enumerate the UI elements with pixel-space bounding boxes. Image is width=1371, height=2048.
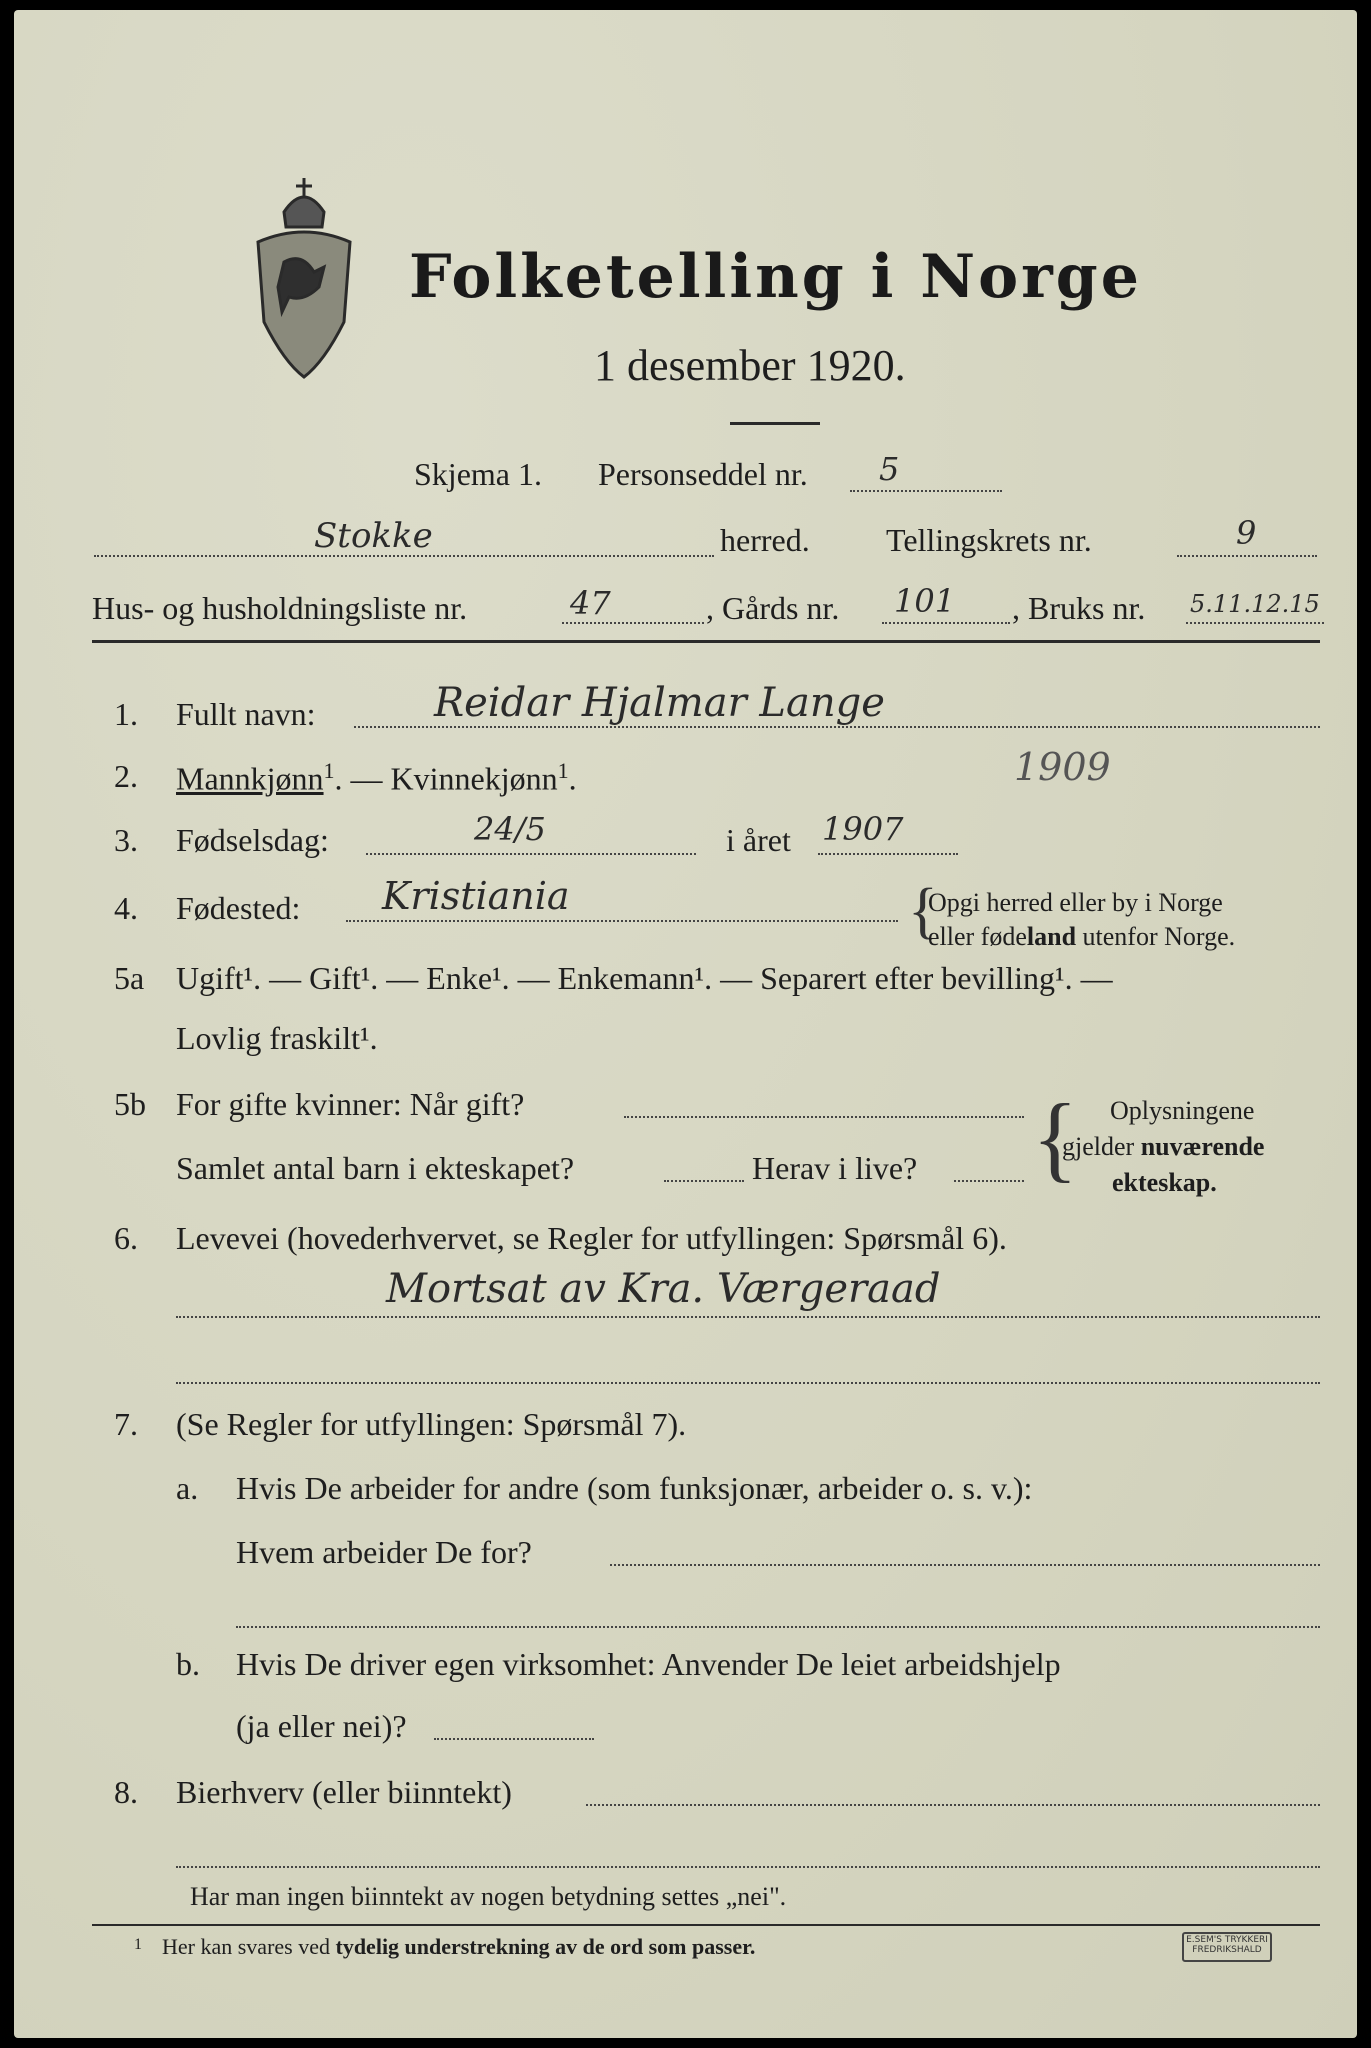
q1-label: Fullt navn: xyxy=(176,696,316,732)
q3-number: 3. xyxy=(114,822,138,858)
footer-divider xyxy=(92,1924,1320,1926)
hired-help-field[interactable] xyxy=(434,1738,594,1740)
footnote-text: Her kan svares ved tydelig understrekning av de ord som passer. xyxy=(162,1934,756,1959)
employer-field[interactable] xyxy=(610,1564,1320,1566)
hus-label: Hus- og husholdningsliste nr. xyxy=(92,590,468,626)
q4-label: Fødested: xyxy=(176,890,301,926)
herred-value[interactable]: Stokke xyxy=(314,516,433,556)
q7a-number: a. xyxy=(176,1470,199,1506)
birth-year-value[interactable]: 1907 xyxy=(822,810,904,848)
q4-brace: { xyxy=(908,877,938,945)
marital-options[interactable]: Ugift¹. — Gift¹. — Enke¹. — Enkemann¹. — Separert efter bevilling¹. — xyxy=(176,960,1113,996)
q5b-alive-label: Herav i live? xyxy=(752,1150,918,1186)
side-income-field[interactable] xyxy=(586,1804,1320,1806)
q4-number: 4. xyxy=(114,890,138,926)
birthplace-value[interactable]: Kristiania xyxy=(382,874,570,918)
bruks-value[interactable]: 5.11.12.15 xyxy=(1190,590,1320,618)
gender-options: Mannkjønn$^1$. — Kvinnekjønn$^1$. xyxy=(176,758,577,797)
personseddel-label: Personseddel nr. xyxy=(598,456,808,492)
form-title: Folketelling i Norge xyxy=(409,242,1142,312)
q5a-number: 5a xyxy=(114,960,145,996)
gender-option-kvinne[interactable]: Kvinnekjønn xyxy=(390,760,558,797)
printer-stamp: E.SEM'S TRYKKERI FREDRIKSHALD xyxy=(1182,1932,1272,1962)
header-divider xyxy=(92,640,1320,643)
footer-note: Har man ingen biinntekt av nogen betydning settes „nei". xyxy=(190,1882,787,1911)
marital-options-line2[interactable]: Lovlig fraskilt¹. xyxy=(176,1020,378,1056)
q8-number: 8. xyxy=(114,1774,138,1810)
q4-note-line2: eller fødeland utenfor Norge. xyxy=(928,922,1236,951)
q7-number: 7. xyxy=(114,1406,138,1442)
herred-label: herred. xyxy=(720,522,810,558)
q5b-brace: { xyxy=(1032,1084,1079,1191)
q2-number: 2. xyxy=(114,758,138,794)
q7a-line2: Hvem arbeider De for? xyxy=(236,1534,532,1570)
q8-label: Bierhverv (eller biinntekt) xyxy=(176,1774,512,1810)
tellingskrets-label: Tellingskrets nr. xyxy=(886,522,1092,558)
q7b-number: b. xyxy=(176,1646,200,1682)
title-divider xyxy=(730,422,820,425)
q4-note-line1: Opgi herred eller by i Norge xyxy=(928,888,1223,917)
q7a-line1: Hvis De arbeider for andre (som funksjonær, arbeider o. s. v.): xyxy=(236,1470,1033,1506)
census-form-sheet xyxy=(14,10,1357,2038)
q6-label: Levevei (hovederhvervet, se Regler for utfyllingen: Spørsmål 6). xyxy=(176,1220,1007,1256)
skjema-label: Skjema 1. xyxy=(414,456,542,492)
q7b-line2: (ja eller nei)? xyxy=(236,1708,407,1744)
q3-label: Fødselsdag: xyxy=(176,822,329,858)
tellingskrets-value[interactable]: 9 xyxy=(1236,514,1257,552)
gards-value[interactable]: 101 xyxy=(894,582,956,620)
q1-number: 1. xyxy=(114,696,138,732)
q2-margin-note: 1909 xyxy=(1014,745,1111,789)
q5b-note-line2: gjelder nuværende xyxy=(1062,1132,1265,1161)
birthday-value[interactable]: 24/5 xyxy=(474,810,546,848)
footnote-number: 1 xyxy=(134,1936,142,1953)
q7-label: (Se Regler for utfyllingen: Spørsmål 7). xyxy=(176,1406,687,1442)
occupation-value[interactable]: Mortsat av Kra. Værgeraad xyxy=(386,1266,941,1312)
gender-option-mann[interactable]: Mannkjønn xyxy=(176,760,324,797)
q5b-line1: For gifte kvinner: Når gift? xyxy=(176,1086,525,1122)
aaret-label: i året xyxy=(726,822,791,858)
q5b-number: 5b xyxy=(114,1086,146,1122)
personseddel-value[interactable]: 5 xyxy=(879,450,900,488)
bruks-label: , Bruks nr. xyxy=(1012,590,1146,626)
census-date: 1 desember 1920. xyxy=(594,341,906,390)
full-name-value[interactable]: Reidar Hjalmar Lange xyxy=(434,680,885,726)
q7b-line1: Hvis De driver egen virksomhet: Anvender De leiet arbeidshjelp xyxy=(236,1646,1061,1682)
q5b-note-line3: ekteskap. xyxy=(1112,1168,1217,1197)
hus-value[interactable]: 47 xyxy=(570,584,611,622)
q6-number: 6. xyxy=(114,1220,138,1256)
q5b-note-line1: Oplysningene xyxy=(1110,1096,1255,1125)
coat-of-arms-icon xyxy=(244,172,364,382)
q5b-children-label: Samlet antal barn i ekteskapet? xyxy=(176,1150,575,1186)
gards-label: , Gårds nr. xyxy=(706,590,840,626)
